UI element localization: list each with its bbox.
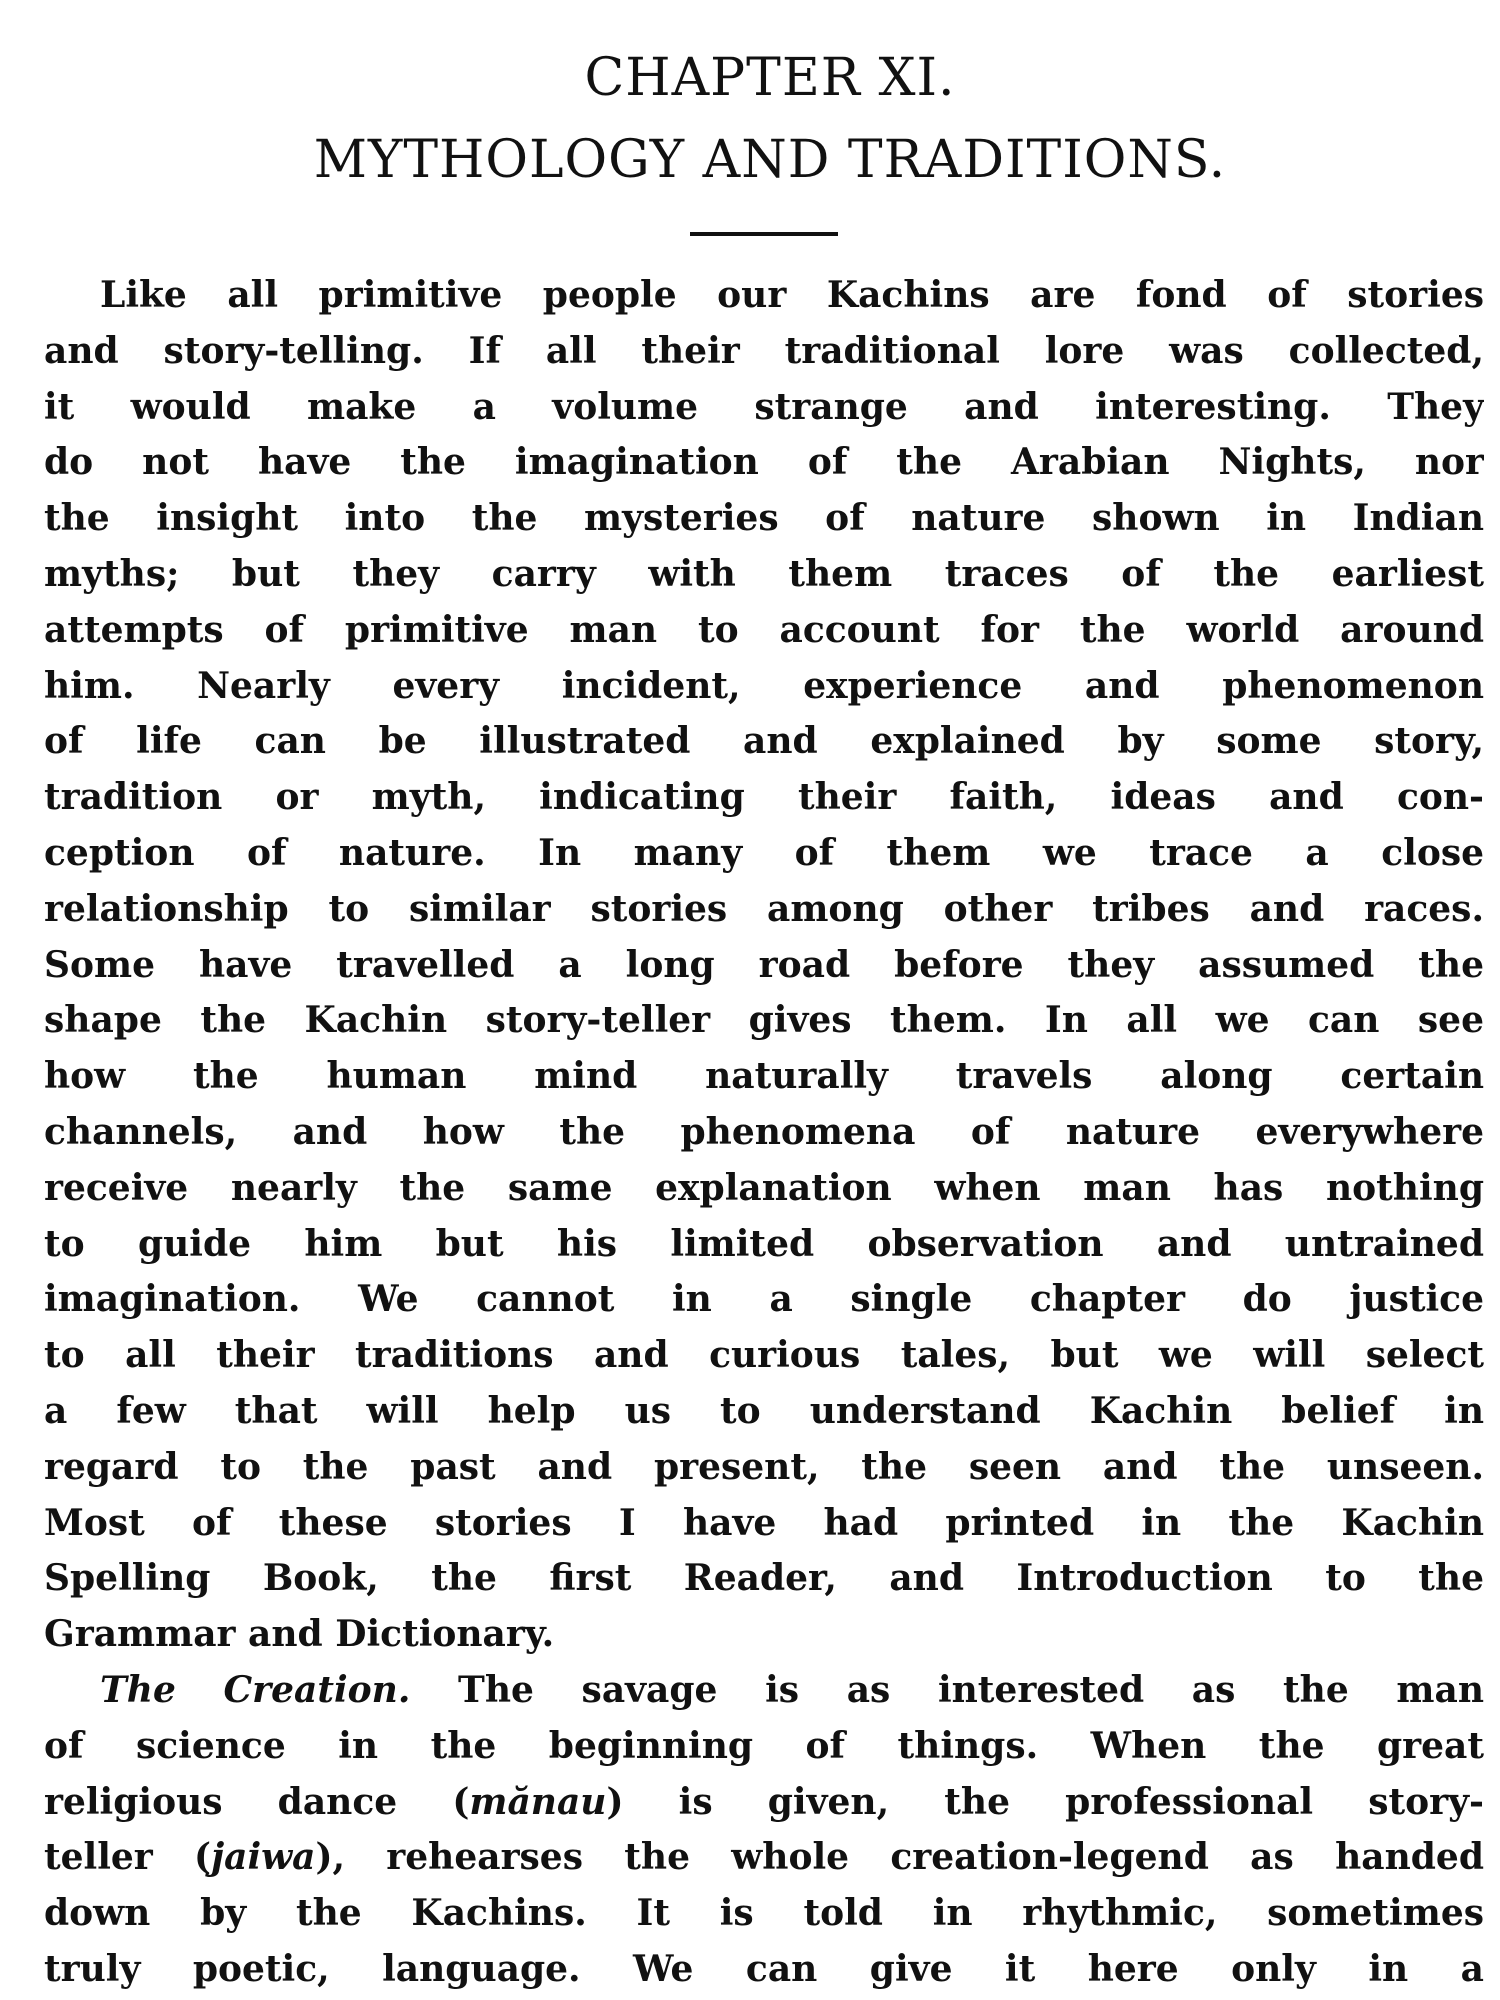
paragraph-introduction xyxy=(44,268,1484,1663)
text-line: myths; but they carry with them traces of the earliest xyxy=(44,552,1484,595)
text-run: ) is given, the professional story- xyxy=(606,1780,1484,1823)
body-text xyxy=(44,268,1484,1998)
paragraph-creation xyxy=(44,1663,1484,1998)
title-divider xyxy=(690,232,838,236)
text-line: receive nearly the same explanation when man has nothing xyxy=(44,1166,1484,1209)
text-line: Spelling Book, the first Reader, and Introduction to the xyxy=(44,1557,1484,1600)
text-line: and story-telling. If all their traditional lore was collected, xyxy=(44,329,1484,372)
text-line: tradition or myth, indicating their faith, ideas and con- xyxy=(44,776,1484,819)
text-run: teller ( xyxy=(44,1836,212,1879)
text-line xyxy=(44,1775,1484,1831)
text-run: The savage is as interested as the man xyxy=(410,1668,1484,1711)
text-line: a few that will help us to understand Kachin belief in xyxy=(44,1389,1484,1432)
text-line: Grammar and Dictionary. xyxy=(44,1613,555,1656)
text-line: Like all primitive people our Kachins are fond of stories xyxy=(100,274,1484,316)
section-heading-the-creation: The Creation. xyxy=(100,1668,411,1711)
text-line: how the human mind naturally travels along certain xyxy=(44,1055,1484,1098)
term-jaiwa: jaiwa xyxy=(211,1836,316,1879)
text-line: of life can be illustrated and explained by some story, xyxy=(44,720,1484,763)
text-line: imagination. We cannot in a single chapter do justice xyxy=(44,1278,1484,1321)
text-line: Some have travelled a long road before they assumed the xyxy=(44,943,1484,986)
text-line: Most of these stories I have had printed in the Kachin xyxy=(44,1501,1484,1544)
text-line: relationship to similar stories among other tribes and races. xyxy=(44,887,1484,930)
text-run: religious dance ( xyxy=(44,1780,470,1823)
text-run: ), rehearses the whole creation-legend as handed xyxy=(315,1836,1484,1879)
text-line: regard to the past and present, the seen and the unseen. xyxy=(44,1445,1484,1488)
chapter-number: CHAPTER XI. xyxy=(584,48,956,108)
text-line: to all their traditions and curious tales, but we will select xyxy=(44,1334,1484,1377)
text-line: ception of nature. In many of them we trace a close xyxy=(44,831,1484,874)
text-line: truly poetic, language. We can give it here only in a xyxy=(44,1947,1484,1990)
text-line xyxy=(44,1830,1484,1886)
text-line xyxy=(44,1663,1484,1719)
text-line: of science in the beginning of things. When the great xyxy=(44,1724,1484,1767)
chapter-title: MYTHOLOGY AND TRADITIONS. xyxy=(313,130,1227,190)
text-line: attempts of primitive man to account for the world around xyxy=(44,608,1484,651)
text-line: down by the Kachins. It is told in rhythmic, sometimes xyxy=(44,1892,1484,1935)
text-line: to guide him but his limited observation and untrained xyxy=(44,1222,1484,1265)
text-line: it would make a volume strange and interesting. They xyxy=(44,385,1484,428)
text-line: the insight into the mysteries of nature shown in Indian xyxy=(44,497,1484,540)
text-line: do not have the imagination of the Arabian Nights, nor xyxy=(44,441,1484,484)
text-line: channels, and how the phenomena of nature everywhere xyxy=(44,1110,1484,1153)
text-line: him. Nearly every incident, experience and phenomenon xyxy=(44,664,1484,707)
text-line: shape the Kachin story-teller gives them. In all we can see xyxy=(44,999,1484,1042)
term-manau: mănau xyxy=(469,1780,607,1823)
